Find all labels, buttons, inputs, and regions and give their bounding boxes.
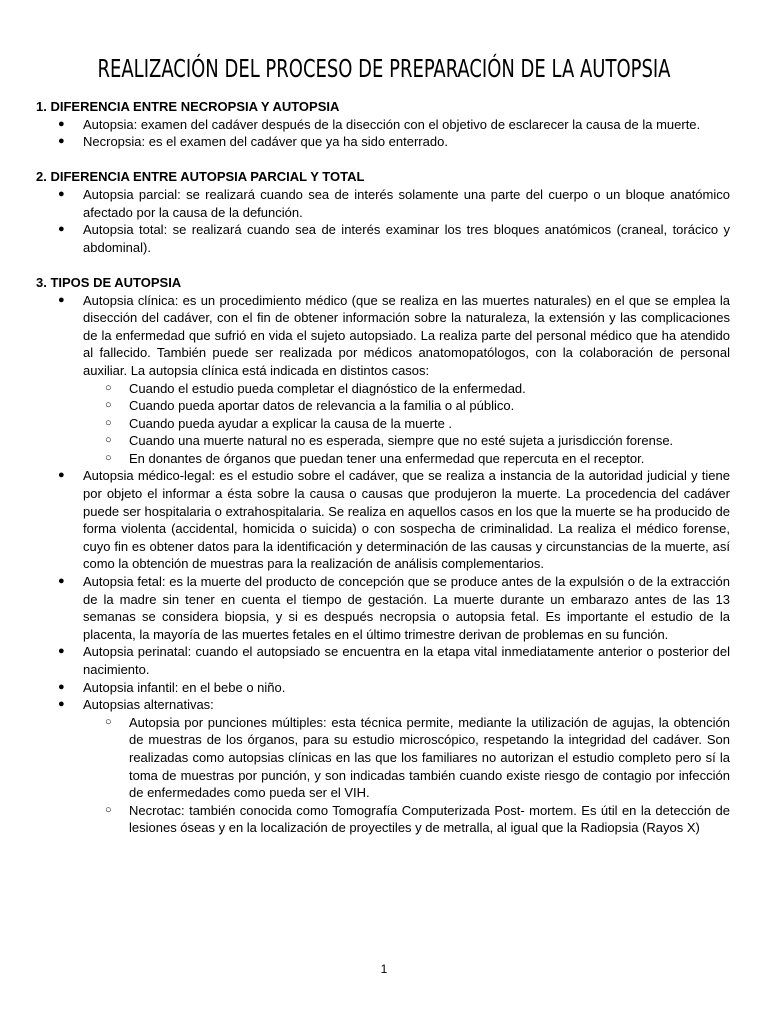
list-item (36, 573, 730, 643)
bullet-list (36, 116, 730, 151)
bullet-icon: ● (58, 469, 65, 482)
list-item-text: Autopsia médico-legal: es el estudio sobre el cadáver, que se realiza a instancia de la autoridad judicial y tiene por objeto el informar a ésta sobre la causa o causas que produjeron la muerte. La procedencia del cadáver puede ser hospitalaria o extrahospitalaria. Se realiza en aquellos casos en los que la muerte se ha producido de forma violenta (accidental, homicida o suicida) o con sospecha de criminalidad. La realiza el médico forense, cuyo fin es obtener datos para la identificación y determinación de las causas y circunstancias de la muerte, así como la obtención de muestras para la realización de análisis complementarios. (83, 468, 730, 572)
circle-bullet-icon: ○ (105, 416, 112, 429)
list-item (36, 467, 730, 573)
circle-bullet-icon: ○ (105, 715, 112, 728)
list-item-text: Necropsia: es el examen del cadáver que ya ha sido enterrado. (83, 134, 448, 150)
sub-list-item (83, 432, 730, 450)
list-item-text: Autopsia: examen del cadáver después de la disección con el objetivo de esclarecer la causa de la muerte. (83, 116, 701, 132)
bullet-icon: ● (58, 187, 65, 200)
circle-bullet-icon: ○ (105, 451, 112, 464)
list-item-text: Autopsia fetal: es la muerte del producto de concepción que se produce antes de la expulsión o de la extracción de la madre sin tener en cuenta el tiempo de gestación. La muerte durante un embarazo antes de las 13 semanas se considera biopsia, y si es después necropsia o autopsia fetal. Es importante el estudio de la placenta, la mayoría de las muertes fetales en el último trimestre derivan de problemas en su función. (83, 574, 730, 642)
sub-list-item (83, 714, 730, 802)
sub-list-item (83, 802, 730, 837)
list-item (36, 292, 730, 468)
bullet-icon: ● (58, 575, 65, 588)
circle-bullet-icon: ○ (105, 381, 112, 394)
bullet-icon: ● (58, 645, 65, 658)
sub-list-item-text: Necrotac: también conocida como Tomografía Computerizada Post- mortem. Es útil en la detección de lesiones óseas y en la localización de proyectiles y de metralla, al igual que la Radiopsia (Rayos X) (129, 802, 730, 836)
sub-list-item-text: Cuando pueda aportar datos de relevancia a la familia o al público. (129, 398, 515, 414)
list-item (36, 643, 730, 678)
list-item (36, 221, 730, 256)
bullet-icon: ● (58, 293, 65, 306)
page-number: 1 (380, 962, 388, 976)
list-item-text: Autopsia parcial: se realizará cuando sea de interés solamente una parte del cuerpo o un bloque anatómico afectado por la causa de la defunción. (83, 186, 730, 220)
list-item (36, 186, 730, 221)
sub-bullet-list (83, 714, 730, 837)
list-item (36, 116, 730, 134)
bullet-icon: ● (58, 117, 65, 130)
section-2 (36, 168, 730, 256)
section-1 (36, 98, 730, 151)
sub-bullet-list (83, 380, 730, 468)
sub-list-item-text: En donantes de órganos que puedan tener una enfermedad que repercuta en el receptor. (129, 450, 645, 466)
bullet-icon: ● (58, 680, 65, 693)
bullet-icon: ● (58, 698, 65, 711)
document-body (36, 98, 730, 855)
sub-list-item-text: Autopsia por punciones múltiples: esta técnica permite, mediante la utilización de agujas, la obtención de muestras de los órganos, para su estudio microscópico, respetando la integridad del cadáver. Son realizadas como autopsias clínicas en las que los familiares no autorizan el estudio completo pero sí la toma de muestras por punción, y son indicadas también cuando existe riesgo de contagio por infección de enfermedades como pueda ser el VIH. (129, 714, 730, 801)
sub-list-item (83, 397, 730, 415)
circle-bullet-icon: ○ (105, 399, 112, 412)
section-3 (36, 274, 730, 837)
list-item-text: Autopsia infantil: en el bebe o niño. (83, 679, 286, 695)
bullet-list (36, 292, 730, 837)
sub-list-item (83, 450, 730, 468)
sub-list-item-text: Cuando pueda ayudar a explicar la causa de la muerte . (129, 415, 453, 431)
circle-bullet-icon: ○ (105, 434, 112, 447)
sub-list-item (83, 380, 730, 398)
circle-bullet-icon: ○ (105, 803, 112, 816)
sub-list-item (83, 415, 730, 433)
list-item (36, 679, 730, 697)
sub-list-item-text: Cuando una muerte natural no es esperada, siempre que no esté sujeta a jurisdicción forense. (129, 433, 674, 449)
list-item (36, 133, 730, 151)
list-item-text: Autopsia perinatal: cuando el autopsiado se encuentra en la etapa vital inmediatamente anterior o posterior del nacimiento. (83, 644, 730, 677)
section-heading: 2. DIFERENCIA ENTRE AUTOPSIA PARCIAL Y TOTAL (36, 169, 365, 185)
list-item-text: Autopsia clínica: es un procedimiento médico (que se realiza en las muertes naturales) en el que se emplea la disección del cadáver, con el fin de obtener información sobre la naturaleza, la extensión y las complicaciones de la enfermedad que sufrió en vida el sujeto autopsiado. La realiza parte del personal médico que ha atendido al fallecido. También puede ser realizada por médicos anatomopatólogos, con la colaboración de personal auxiliar. La autopsia clínica está indicada en distintos casos: (83, 292, 730, 378)
list-item-text: Autopsias alternativas: (83, 697, 214, 713)
bullet-list (36, 186, 730, 256)
section-heading: 1. DIFERENCIA ENTRE NECROPSIA Y AUTOPSIA (36, 99, 340, 114)
list-item (36, 696, 730, 837)
bullet-icon: ● (58, 135, 65, 148)
sub-list-item-text: Cuando el estudio pueda completar el diagnóstico de la enfermedad. (129, 380, 526, 396)
document-title: REALIZACIÓN DEL PROCESO DE PREPARACIÓN DE LA AUTOPSIA (97, 54, 671, 83)
bullet-icon: ● (58, 223, 65, 236)
list-item-text: Autopsia total: se realizará cuando sea de interés examinar los tres bloques anatómicos (craneal, torácico y abdominal). (83, 222, 730, 255)
section-heading: 3. TIPOS DE AUTOPSIA (36, 274, 182, 290)
